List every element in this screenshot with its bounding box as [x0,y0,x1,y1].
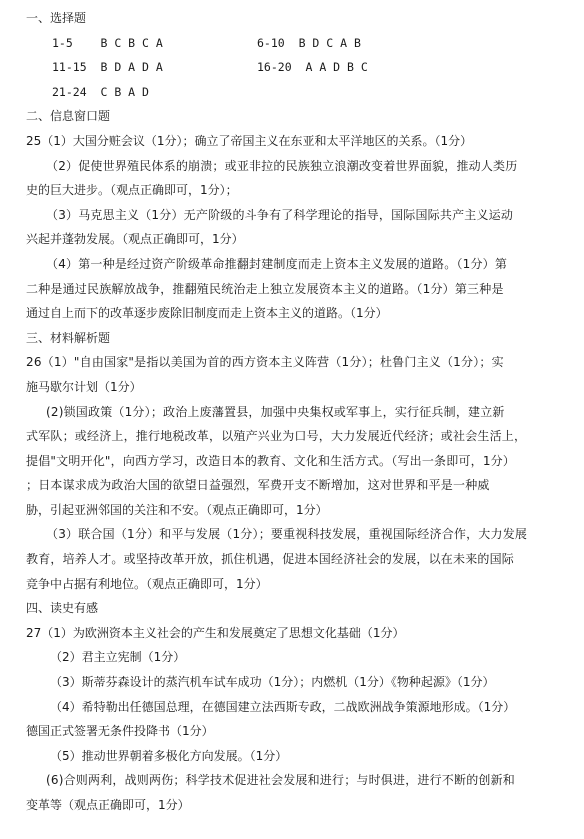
answer-line: (2)锁国政策（1分）；政治上废藩置县，加强中央集权或军事上，实行征兵制，建立新 [46,404,505,419]
answer-line: 胁，引起亚洲邻国的关注和不安。（观点正确即可，1分） [26,502,328,517]
choice-answer-row [26,55,568,80]
answer-line: 竞争中占据有利地位。（观点正确即可，1分） [26,576,268,591]
answer-line: （4）第一种是经过资产阶级革命推翻封建制度而走上资本主义发展的道路。（1分）第 [46,256,508,271]
answer-line: 26（1）"自由国家"是指以美国为首的西方资本主义阵营（1分）；杜鲁门主义（1分）；实 [26,355,504,370]
answer-line: 兴起并蓬勃发展。（观点正确即可，1分） [26,232,244,247]
question-range: 21-24 [52,84,87,99]
answer-line: 教育，培养人才。或坚持改革开放，抓住机遇，促进本国经济社会的发展，以在未来的国际 [26,552,515,567]
answer-line: （3）斯蒂芬森设计的蒸汽机车试车成功（1分）；内燃机（1分）《物种起源》（1分） [50,675,495,690]
answer-line: （2）君主立宪制（1分） [50,650,186,665]
answer-letters: B C B C A [100,35,163,50]
choice-answer-group [52,55,257,80]
choice-answer-group [52,80,257,105]
answer-line: 二种是通过民族解放战争，推翻殖民统治走上独立发展资本主义的道路。（1分）第三种是 [26,281,504,296]
answer-line: 式军队；或经济上，推行地税改革，以殖产兴业为口号，大力发展近代经济；或社会生活上， [26,429,527,444]
answer-letters: B D C A B [298,35,361,50]
answer-line: 提倡"文明开化"，向西方学习，改造日本的教育、文化和生活方式。（写出一条即可，1分） [26,453,516,468]
answer-line: （3）马克思主义（1分）无产阶级的斗争有了科学理论的指导，国际国际共产主义运动 [46,207,514,222]
answer-letters: B D A D A [100,60,163,75]
choice-answer-row [26,80,568,105]
answer-line: （5）推动世界朝着多极化方向发展。（1分） [50,748,288,763]
question-range: 16-20 [257,60,292,75]
section-heading-info-window: 二、信息窗口题 [26,109,111,124]
choice-answer-row [26,31,568,56]
answer-line: 变革等（观点正确即可，1分） [26,798,190,812]
answer-line: 通过自上而下的改革逐步废除旧制度而走上资本主义的道路。（1分） [26,306,388,321]
answer-line: 史的巨大进步。（观点正确即可，1分）； [26,183,238,198]
answer-line: 德国正式签署无条件投降书（1分） [26,724,214,739]
answer-letters: A A D B C [305,60,368,75]
choice-answer-group [257,31,361,56]
answer-line: (6)合则两利，战则两伤；科学技术促进社会发展和进行；与时俱进，进行不断的创新和 [46,773,516,788]
section-heading-material: 三、材料解析题 [26,330,111,345]
answer-line: （4）希特勒出任德国总理，在德国建立法西斯专政，二战欧洲战争策源地形成。（1分） [50,699,516,714]
answer-line: （2）促使世界殖民体系的崩溃；或亚非拉的民族独立浪潮改变着世界面貌，推动人类历 [46,158,518,173]
answer-line: 25（1）大国分赃会议（1分）；确立了帝国主义在东亚和太平洋地区的关系。（1分） [26,133,473,148]
answer-line: 27（1）为欧洲资本主义社会的产生和发展奠定了思想文化基础（1分） [26,625,405,640]
choice-answer-group [52,31,257,56]
answer-line: 施马歇尔计划（1分） [26,379,142,394]
question-range: 11-15 [52,60,87,75]
answer-line: ；日本谋求成为政治大国的欲望日益强烈，军费开支不断增加，这对世界和平是一种威 [26,478,490,493]
section-heading-choice: 一、选择题 [26,11,87,25]
answer-letters: C B A D [100,84,149,99]
answer-line: （3）联合国（1分）和平与发展（1分）；要重视科技发展，重视国际经济合作，大力发展 [46,527,528,542]
question-range: 6-10 [257,35,285,50]
question-range: 1-5 [52,35,73,50]
choice-answer-group [257,55,368,80]
section-heading-reflection: 四、读史有感 [26,601,99,616]
